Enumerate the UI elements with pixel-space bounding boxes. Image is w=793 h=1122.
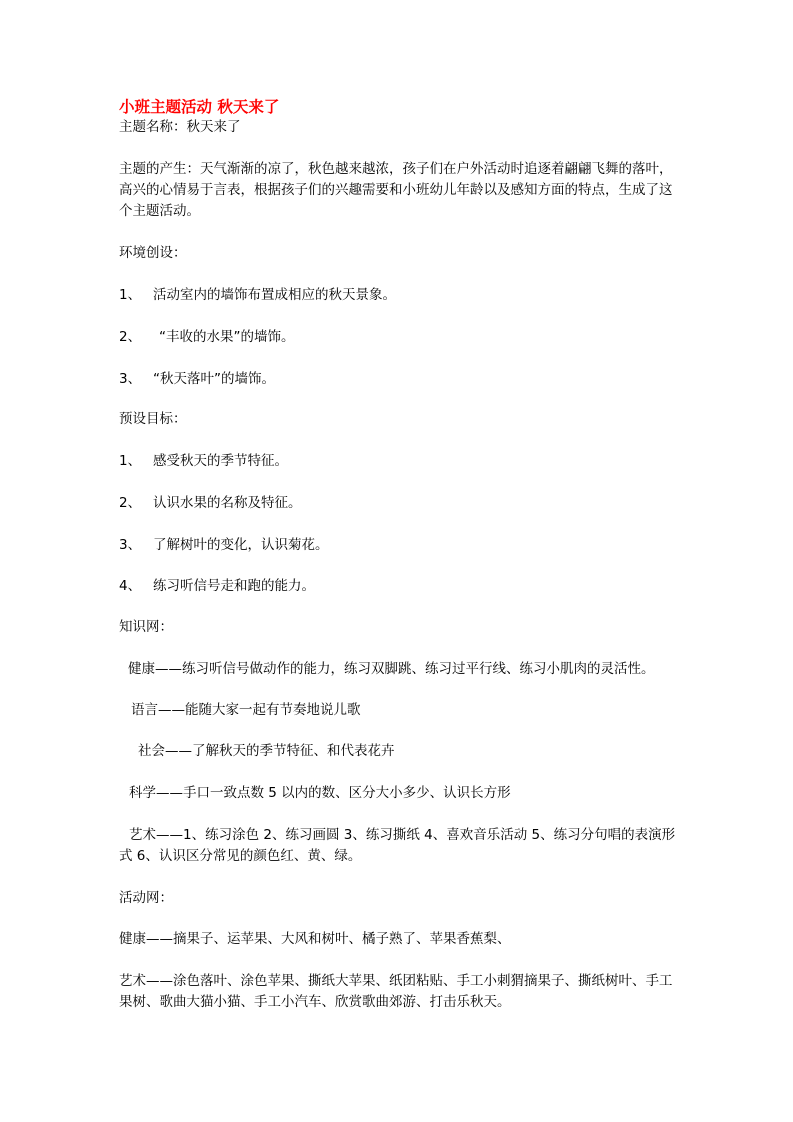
environment-heading: 环境创设：: [119, 245, 187, 261]
item-number: 3、: [119, 371, 142, 387]
goal-item: [119, 576, 315, 597]
document-title: 小班主题活动 秋天来了: [119, 97, 280, 116]
item-number: 1、: [119, 453, 142, 469]
item-text: 活动室内的墙饰布置成相应的秋天景象。: [153, 287, 396, 303]
knowledge-art: 艺术——1、练习涂色 2、练习画圆 3、练习撕纸 4、喜欢音乐活动 5、练习分句唱的表演形式 6、认识区分常见的颜色红、黄、绿。: [119, 827, 676, 864]
theme-origin-paragraph: 主题的产生：天气渐渐的凉了，秋色越来越浓，孩子们在户外活动时追逐着翩翩飞舞的落叶，高兴的心情易于言表，根据孩子们的兴趣需要和小班幼儿年龄以及感知方面的特点，生成了这个主题活动。: [119, 161, 673, 219]
item-text: 感受秋天的季节特征。: [153, 453, 288, 469]
item-number: 2、: [119, 329, 142, 345]
item-number: 4、: [119, 578, 142, 594]
knowledge-heading: 知识网：: [119, 619, 173, 635]
environment-item: [119, 327, 295, 348]
goals-heading: 预设目标：: [119, 411, 187, 427]
item-text: 练习听信号走和跑的能力。: [153, 578, 315, 594]
activity-heading: 活动网：: [119, 890, 173, 906]
goal-item: [119, 535, 329, 556]
activity-art: 艺术——涂色落叶、涂色苹果、撕纸大苹果、纸团粘贴、手工小刺猬摘果子、撕纸树叶、手工果树、歌曲大猫小猫、手工小汽车、欣赏歌曲郊游、打击乐秋天。: [119, 973, 673, 1010]
knowledge-language: 语言——能随大家一起有节奏地说儿歌: [131, 702, 361, 718]
item-text: “秋天落叶”的墙饰。: [153, 371, 275, 387]
knowledge-health: 健康——练习听信号做动作的能力，练习双脚跳、练习过平行线、练习小肌肉的灵活性。: [128, 661, 655, 677]
goal-item: [119, 493, 302, 514]
environment-item: [119, 285, 396, 306]
knowledge-science: 科学——手口一致点数 5 以内的数、区分大小多少、认识长方形: [129, 785, 511, 801]
goal-item: [119, 451, 288, 472]
activity-health: 健康——摘果子、运苹果、大风和树叶、橘子熟了、苹果香蕉梨、: [119, 931, 511, 947]
theme-name: 主题名称：秋天来了: [119, 119, 241, 135]
knowledge-society: 社会——了解秋天的季节特征、和代表花卉: [138, 743, 395, 759]
item-number: 3、: [119, 537, 142, 553]
item-number: 1、: [119, 287, 142, 303]
item-number: 2、: [119, 495, 142, 511]
item-text: 了解树叶的变化，认识菊花。: [153, 537, 329, 553]
item-text: 认识水果的名称及特征。: [153, 495, 302, 511]
environment-item: [119, 369, 275, 390]
item-text: “丰收的水果”的墙饰。: [159, 329, 295, 345]
